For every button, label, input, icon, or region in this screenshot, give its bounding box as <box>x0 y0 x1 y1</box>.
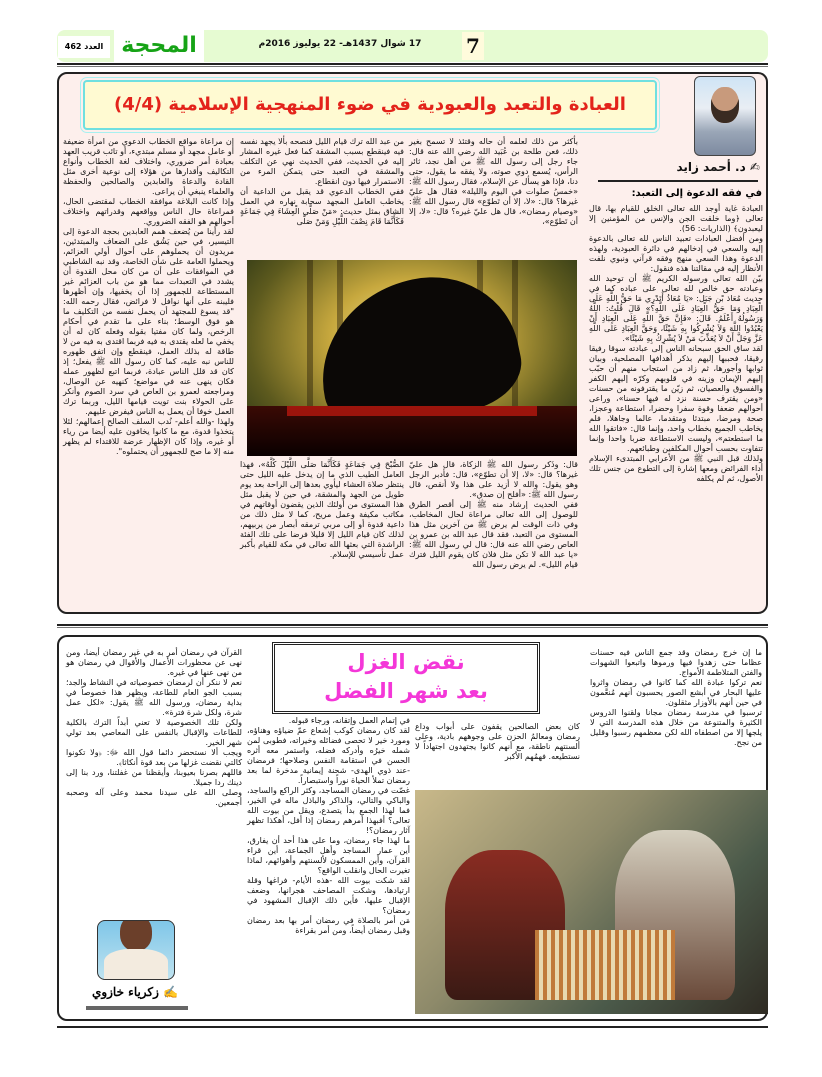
paragraph: كان بعض الصالحين يقفون على أبواب وداع رمضان ومعالمُ الحزن على وجوههم بادية، وعلى ألسنتهم ناطقة، مع أنهم كانوا يجتهدون اجتهاداً لا نستطيعه. فهمُهم الأكبر <box>415 722 580 761</box>
weaving-women-painting <box>415 790 768 1014</box>
author-photo <box>97 920 175 980</box>
paragraph: ففي الخطاب الدعوي قد يقبل من الداعية أن يخاطب العامل المجهد سحابة نهاره في العمل الشاق بمثل حديث: «مَنْ صَلَّى الْعِشَاءَ فِي جَمَاعَةٍ فَكَأَنَّمَا قَامَ نِصْفَ اللَّيْلِ وَمَنْ صَلَّى <box>240 187 404 226</box>
paragraph: مَن أمر بالصلاة في رمضان أمر بها بعد رمضان وقبل رمضان أيضاً، ومن أمر بقراءة <box>247 916 410 935</box>
bottom-article-column-1 <box>590 648 762 786</box>
bottom-article-column-4 <box>66 648 242 910</box>
paragraph: من عبد الله ترك قيام الليل فنصحه بألا يجهد نفسه فيه فينقطع بسبب المشقة كما فعل غيره المشار إليه في الحديث، ففي الحديث نهي عن التكلف والمشقة في التعبد حتى يتمكن المرء من الاستمرار فيها دون انقطاع. <box>240 137 404 186</box>
top-article-column-2-top <box>409 137 578 257</box>
bottom-article-column-3 <box>247 716 410 1014</box>
top-article-title: العبادة والتعبد والعبودية في ضوء المنهجية الإسلامية (4/4) <box>114 94 626 115</box>
top-article-column-4 <box>63 137 234 607</box>
paragraph: ويجب ألا نستحضر دائما قول الله ﷻ: ﴿ولا تكونوا كالتي نقضت غزلها من بعد قوة أنكاثا﴾. <box>66 748 242 767</box>
paragraph: القرآن في رمضان أمر به في غير رمضان أيضا، ومن نهى عن محظورات الأعمال والأقوال في رمضان هو من نهى عنها في غيره. <box>66 648 242 677</box>
paragraph: غصّت في رمضان المساجد، وكثر الراكع والساجد، والباكي والتالي، والذاكر والباذل ماله في الخير، فما لهذا الجمع بدأ يتصدع، ويقل من بيوت الله تعالى؟ أفبهذا أمرهم رمضان إذا أفل، أهكذا تظهر آثار رمضان؟! <box>247 786 410 835</box>
paragraph: بأكثر من ذلك لعلمه أن حاله وقتئذ لا تسمح بغير ذلك، فعن طلحة بن عُبَيد الله رضي الله عنه قال: جاء رجل إلى رسول الله ﷺ من أهل نجد، ثائر الرأس، يُسمع دوي صوته، ولا يفقه ما يقول، حتى دنا، فإذا هو يسأل عن الإسلام، فقال رسول الله ﷺ: «خمسُ صلوات في اليوم والليلة» فقال هل عليّ غيرها؟ قال: «لا، إلا أن تَطوّع» قال رسول الله ﷺ: «وصيام رمضان»، قال هل عليّ غيره؟ قال: «لا، إلا أن تَطوّع»، <box>409 137 578 226</box>
paragraph: نعم تركوا عبادة الله كما كانوا في رمضان واثروا عليها البحار في أبشع الصور يحسبون أنهم مُنعَّمون في حين أنهم بالأوزار مثقلون. <box>590 678 762 707</box>
paragraph: وإذا كانت البلاغة موافقة الخطاب لمقتضى الحال، فمراعاة حال الناس وواقعهم وقدراتهم واختلاف أحوالهم هو الفقه الضروري. <box>63 197 234 226</box>
prayer-silhouette-image <box>247 260 577 456</box>
paragraph: بيّن الله تعالى ورسوله الكريم ﷺ أن توحيد الله وعبادته حق خالص لله تعالى على عباده كما في حديث مُعَاذ بْن جَبَل: «يَا مُعَاذُ أَتَدْرِي مَا حَقُّ اللَّهِ عَلَى الْعِبَادِ وَمَا حَقُّ الْعِبَادِ عَلَى اللَّهِ؟» قَالَ قُلْتُ: اللَّهُ وَرَسُولُهُ أَعْلَمُ. قَالَ: «فَإِنَّ حَقَّ اللَّهِ عَلَى الْعِبَادِ أَنْ يَعْبُدُوا اللَّهَ وَلاَ يُشْرِكُوا بِهِ شَيْئًا، وَحَقَّ الْعِبَادِ عَلَى اللَّهِ عَزَّ وَجَلَّ أَنْ لاَ يُعَذِّبَ مَنْ لاَ يُشْرِكُ بِهِ شَيْئًا». <box>589 274 763 343</box>
paragraph: قال: وذَكر رسول الله ﷺ الزكاة، قال هل عليّ غيرها؟ قال: «لا، إلا أن تطوّع»، قال: فأدبر الرجل وهو يقول: والله لا أزيد على هذا ولا أنقص، قال رسول الله ﷺ: «أفلح إن صدق». <box>409 460 578 499</box>
paragraph: لقد رأينا من يُضعف همم العابدين بحجة الدعوة إلى التيسير، في حين يَشُق على الضعاف والمبتدئين، مريدون أن يحملوهم على أحوال أولي العزائم، ويحملوا العامة على شأن الخاصة، وقد نبه الشاطبي في الموافقات على أن من كان محل القدوة أن يشدد في التعبدات مما هو من باب العزائم غير المستطاعة للجمهور إذا أن يخفيها، وإن أظهرها فليبنه على أنها نوافل لا فرائض، فقال رحمه الله: "قد يسوغ للمجتهد أن يحمل نفسه من التكليف ما هو فوق الوسط؛ بناء على ما تقدم في أحكام الرخص، ولما كان مفتيا بقوله وفعله كان له أن يخفي ما لعله يقتدى به فيه فربما اقتدى به فيه من لا طاقة له بذلك العمل، فينقطع وإن اتفق ظهوره للناس نبه عليه، كما كان رسول الله ﷺ يفعل؛ إذ كان قد قلل الناس عبادة، فربما اتبع لظهور عمله فكان ينهى عنه في مواضع؛ كنهيه عن الوصال، ومراجعته لعمرو بن العاص في سرد الصوم وأنكر على الحولاء بنت تويت قيامها الليل، وربما ترك العمل خوفا أن يعمل به الناس فيفرض عليهم. <box>63 227 234 416</box>
paragraph: لقد ساق الحق سبحانه الناس إلى عبادته سوقا رفيقا رقيقا، فحببها إليهم بذكر أهدافها المصلحية، وبيان ثوابها وأجورها، ثم زاد من استجاب منهم أن حبّب إليهم الإيمان وزينه في قلوبهم وكرّه إليهم الكفر والفسوق والعصيان، ثم زيّن ما يقترفونه من حسنات «ومن يقترف حسنة نزد له فيها حسنا»، وراعى أحوالهم ضعفا وقوة سفرا وحضرا، استطاعة وعجزا، صحة ومرضا، مبتدئا ومتقدما، عالما وجاهلا، فلم يخاطب الجميع بخطاب واحد، وإنما قال: «فاتقوا الله ما استطعتم»، وليست الاستطاعة ضربا واحدا وإنما تتفاوت بحسب أحوال المكلفين وطبائعهم. <box>589 344 763 453</box>
paragraph: فاللهم بصرنا بعيوبنا، وأيقظنا من غفلتنا، ورد بنا إلى دينك ردا جميلا. <box>66 768 242 787</box>
bottom-divider <box>57 1026 768 1029</box>
paragraph: ما إن خرج رمضان وقد جمع الناس فيه حسنات عظاما حتى زهدوا فيها ورموها واتبعوا الشهوات والفتن المتلاطمة الأمواج. <box>590 648 762 677</box>
paragraph: الصُّبْحَ فِي جَمَاعَةٍ فَكَأَنَّمَا صَلَّى اللَّيْلَ كُلَّهُ»، فهذا العامل الطيب الذي ما إن يدخل عليه الليل حتى ينتظر صلاة العشاء ليأوي بعدها إلى الراحة بعد يوم طويل من الجهد والمشقة، في حين لا يقبل مثل هذا المستوى من أولئك الذين يقضون أوقاتهم في مكاتب مكيفة وعمل مريح، كما لا مثل ذلك من داعية قدوة أو إلى مربي ترمقه أبصار من يربيهم، لذلك كان قيام الليل إلا قليلا فرضا على تلك الفئة الراشدة التي بعثها الله تعالى في مكة للقيام بأكبر عمل تأسيسي للإسلام. <box>240 460 404 559</box>
page-number: 7 <box>462 32 484 60</box>
top-article-column-3-bottom <box>240 460 404 607</box>
bottom-article-title-line-2: بعد شهر الفضل <box>324 679 488 703</box>
paragraph: ما لهذا جاء رمضان، وما على هذا أحد أن يفارق، أين عمار المساجد وأهل الجماعة، أين قراء القرآن، وأين الممسكون لألسنتهم وأهوائهم، لماذا تغيرت الحال وانقلب الواقع؟ <box>247 836 410 875</box>
paragraph: العبادة غاية أوجد الله تعالى الخلق للقيام بها، قال تعالى ﴿وما خلقت الجن والإنس من المؤمنين إلا ليعبدون﴾ (الذاريات: 56). <box>589 204 763 233</box>
paragraph: ولهذا -والله أعلم- نُدب السلف الصالح إعمالهم؛ لئلا يتخذوا قدوة، مع ما كانوا يخافون عليه أيضا من رياء أو غيره، وإذا كان الإظهار عرضة للاقتداء لم يظهر منه إلا ما صح للجمهور أن يحتملوه". <box>63 417 234 456</box>
top-article-author: ✍ د. أحمد زايد <box>676 160 760 174</box>
issue-date: 17 شوال 1437هـ- 22 يوليوز 2016م <box>258 39 422 49</box>
top-article-column-3-top <box>240 137 404 257</box>
paragraph: ولذلك قبل النبي ﷺ من الأعرابي المبتدىء الإسلام أداء الفرائض ومعها إشارة إلى التطوع من جنس تلك الأصول، ثم لم يكلفه <box>589 454 763 483</box>
author-underline <box>598 180 758 182</box>
section-divider <box>57 624 768 628</box>
paragraph: وصلى الله على سيدنا محمد وعلى آله وصحبه أجمعين. <box>66 788 242 807</box>
author-underline <box>86 1006 188 1010</box>
issue-number: العدد 462 <box>58 36 110 58</box>
section-subheading: في فقه الدعوة إلى التعبد: <box>631 188 762 199</box>
paragraph: لقد شكت بيوت الله -هذه الأيام- فراغها وقلة ارتيادها، وشكت المصاحف هجرانها، وضعف الإقبال عليها، فأين ذلك الإقبال المشهود في رمضان؟ <box>247 876 410 915</box>
paragraph: ومن أفضل العبادات تعبيد الناس لله تعالى بالدعوة إليه والسعي في إدخالهم في دائرة العبودية، ولهذه الدعوة وهذا السعي منهج وفقه قرآني ونبوي نلفت الأنظار إليه في مقالتنا هذه فنقول: <box>589 234 763 273</box>
bottom-article-title-line-1: نقض الغزل <box>347 650 465 674</box>
paragraph: ولكن تلك الخصوصية لا تعني أبداً الترك بالكلية للطاعات والإقبال بالنفس على المعاصي بعد تولي شهر الخير. <box>66 718 242 747</box>
paragraph: في إتمام العمل وإتقانه، ورجاء قبوله. <box>288 716 410 725</box>
top-article-column-1 <box>589 204 763 607</box>
author-photo <box>694 76 756 156</box>
paragraph: ففي الحديث إرشاد منه ﷺ إلى أقصر الطرق للوصول إلى الله تعالى مراعاة لحال المخاطب، وفي ذات الوقت لم يرض ﷺ من آخرين مثل هذا المستوى من التعبد، فقد قال عبد الله بن عمرو بن العاص رضي الله عنه قال: قال لي رسول الله ﷺ: «يا عبد الله لا تكن مثل فلان كان يقوم الليل فترك قيام الليل». لم يرض رسول الله <box>409 500 578 569</box>
paragraph: نعم لا ننكر أن لرمضان خصوصياته في النشاط والجد؛ بسبب الجو العام للطاعة، ويظهر هذا خصوصاً في بداية رمضان، ورسول الله ﷺ يقول: «لكل عمل شرة، ولكل شرة فترة». <box>66 678 242 717</box>
paragraph: ترسبوا في مدرسة رمضان مجانا ولقنوا الدروس الكثيرة والمتنوعة من خلال هذه المدرسة التي لا يلجها إلا من اصطفاه الله لكن معظمهم رسبوا وقليل من نجح. <box>590 708 762 747</box>
bottom-article-author: ✍ زكرياء خازوي <box>91 985 179 999</box>
newspaper-logo: المحجة <box>114 30 204 62</box>
paragraph: إن مراعاة مواقع الخطاب الدعوي من امرأة ضعيفة أو عامل مجهد أو مسلم مبتديء، أو تائب قريب العهد بعبادة أمر ضروري، واختلاف لغة الخطاب وأنواع التكاليف وأقدارها من هؤلاء إلى نوعية أخرى مثل القادة والدعاة والعابدين والصالحين والحفظة والعلماء ينبغي أن يراعى. <box>63 137 234 196</box>
paragraph: لقد كان رمضان كوكب إشعاع عمّ ضياؤه وهناؤه، ومورد خير لا تحصى فضائله وخيراته، فطوبى لمن شمله خيرُه وأدركه فضله، واستمر معه أثره الحسن في استقامة النفس وصلاحها؛ فرمضان -عند ذوي الهدى- شحنة إيمانية مدخرة لما بعد رمضان تملأ الحياة نوراً واستبصاراً. <box>247 726 410 785</box>
bottom-article-title-frame <box>272 642 540 714</box>
top-article-title-banner <box>83 80 657 130</box>
top-article-column-2-bottom <box>409 460 578 607</box>
header-divider <box>57 63 768 67</box>
bottom-article-column-2 <box>415 722 580 784</box>
